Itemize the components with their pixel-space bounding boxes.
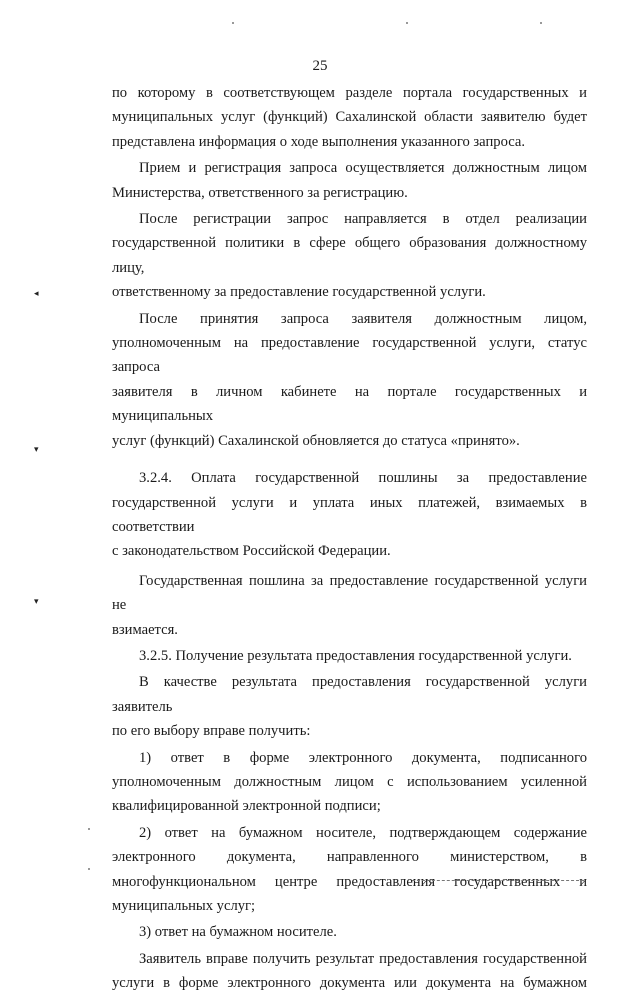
text-line: После регистрации запрос направляется в отдел реализации xyxy=(139,211,587,228)
text-line: уполномоченным должностным лицом с использованием усиленной xyxy=(112,773,587,790)
scan-speck xyxy=(540,22,542,24)
text-line: с законодательством Российской Федерации. xyxy=(112,543,391,560)
footer-rule xyxy=(412,880,584,881)
text-line: 3) ответ на бумажном носителе. xyxy=(139,924,337,941)
margin-marker: ▾ xyxy=(34,445,39,455)
text-line: государственной услуги и уплата иных платежей, взимаемых в соответствии xyxy=(112,494,587,535)
text-line: многофункциональном центре предоставления государственных и xyxy=(112,873,587,890)
text-line: 2) ответ на бумажном носителе, подтверждающем содержание xyxy=(139,824,587,841)
text-line: 1) ответ в форме электронного документа, подписанного xyxy=(139,749,587,766)
text-line: ответственному за предоставление государственной услуги. xyxy=(112,284,486,301)
text-line: представлена информация о ходе выполнения указанного запроса. xyxy=(112,133,526,150)
text-line: Государственная пошлина за предоставление государственной услуги не xyxy=(112,572,587,614)
text-line: услуги в форме электронного документа или документа на бумажном xyxy=(112,975,587,992)
scan-speck xyxy=(232,22,234,24)
text-line: по которому в соответствующем разделе портала государственных и xyxy=(112,85,587,101)
text-line: уполномоченным на предоставление государственной услуги, статус запроса xyxy=(112,335,587,376)
margin-marker: ◂ xyxy=(34,289,39,299)
text-line: заявителя в личном кабинете на портале государственных и муниципальных xyxy=(112,383,587,425)
text-line: Прием и регистрация запроса осуществляется должностным лицом xyxy=(139,160,587,177)
document-body xyxy=(112,81,587,996)
text-line: услуг (функций) Сахалинской обновляется до статуса «принято». xyxy=(112,432,520,449)
text-line: муниципальных услуг; xyxy=(112,898,256,914)
text-line: Министерства, ответственного за регистрацию. xyxy=(112,184,408,201)
text-line: государственной политики в сфере общего образования должностному лицу, xyxy=(112,235,587,276)
scan-speck xyxy=(406,22,408,24)
text-line: Заявитель вправе получить результат предоставления государственной xyxy=(139,950,587,967)
scan-speck xyxy=(88,828,90,830)
text-line: После принятия запроса заявителя должностным лицом, xyxy=(139,310,587,327)
text-line: В качестве результата предоставления государственной услуги заявитель xyxy=(112,674,587,715)
text-line: электронного документа, направленного министерством, в xyxy=(112,849,587,866)
margin-marker: ▾ xyxy=(34,597,39,607)
text-line: по его выбору вправе получить: xyxy=(112,723,311,740)
text-line: муниципальных услуг (функций) Сахалинской области заявителю будет xyxy=(112,109,587,126)
text-line: взимается. xyxy=(112,621,178,638)
text-line: 3.2.4. Оплата государственной пошлины за предоставление xyxy=(139,470,587,487)
text-line: квалифицированной электронной подписи; xyxy=(112,798,381,815)
text-line: 3.2.5. Получение результата предоставления государственной услуги. xyxy=(139,647,572,664)
scan-speck xyxy=(88,868,90,870)
page-number: 25 xyxy=(312,58,328,74)
